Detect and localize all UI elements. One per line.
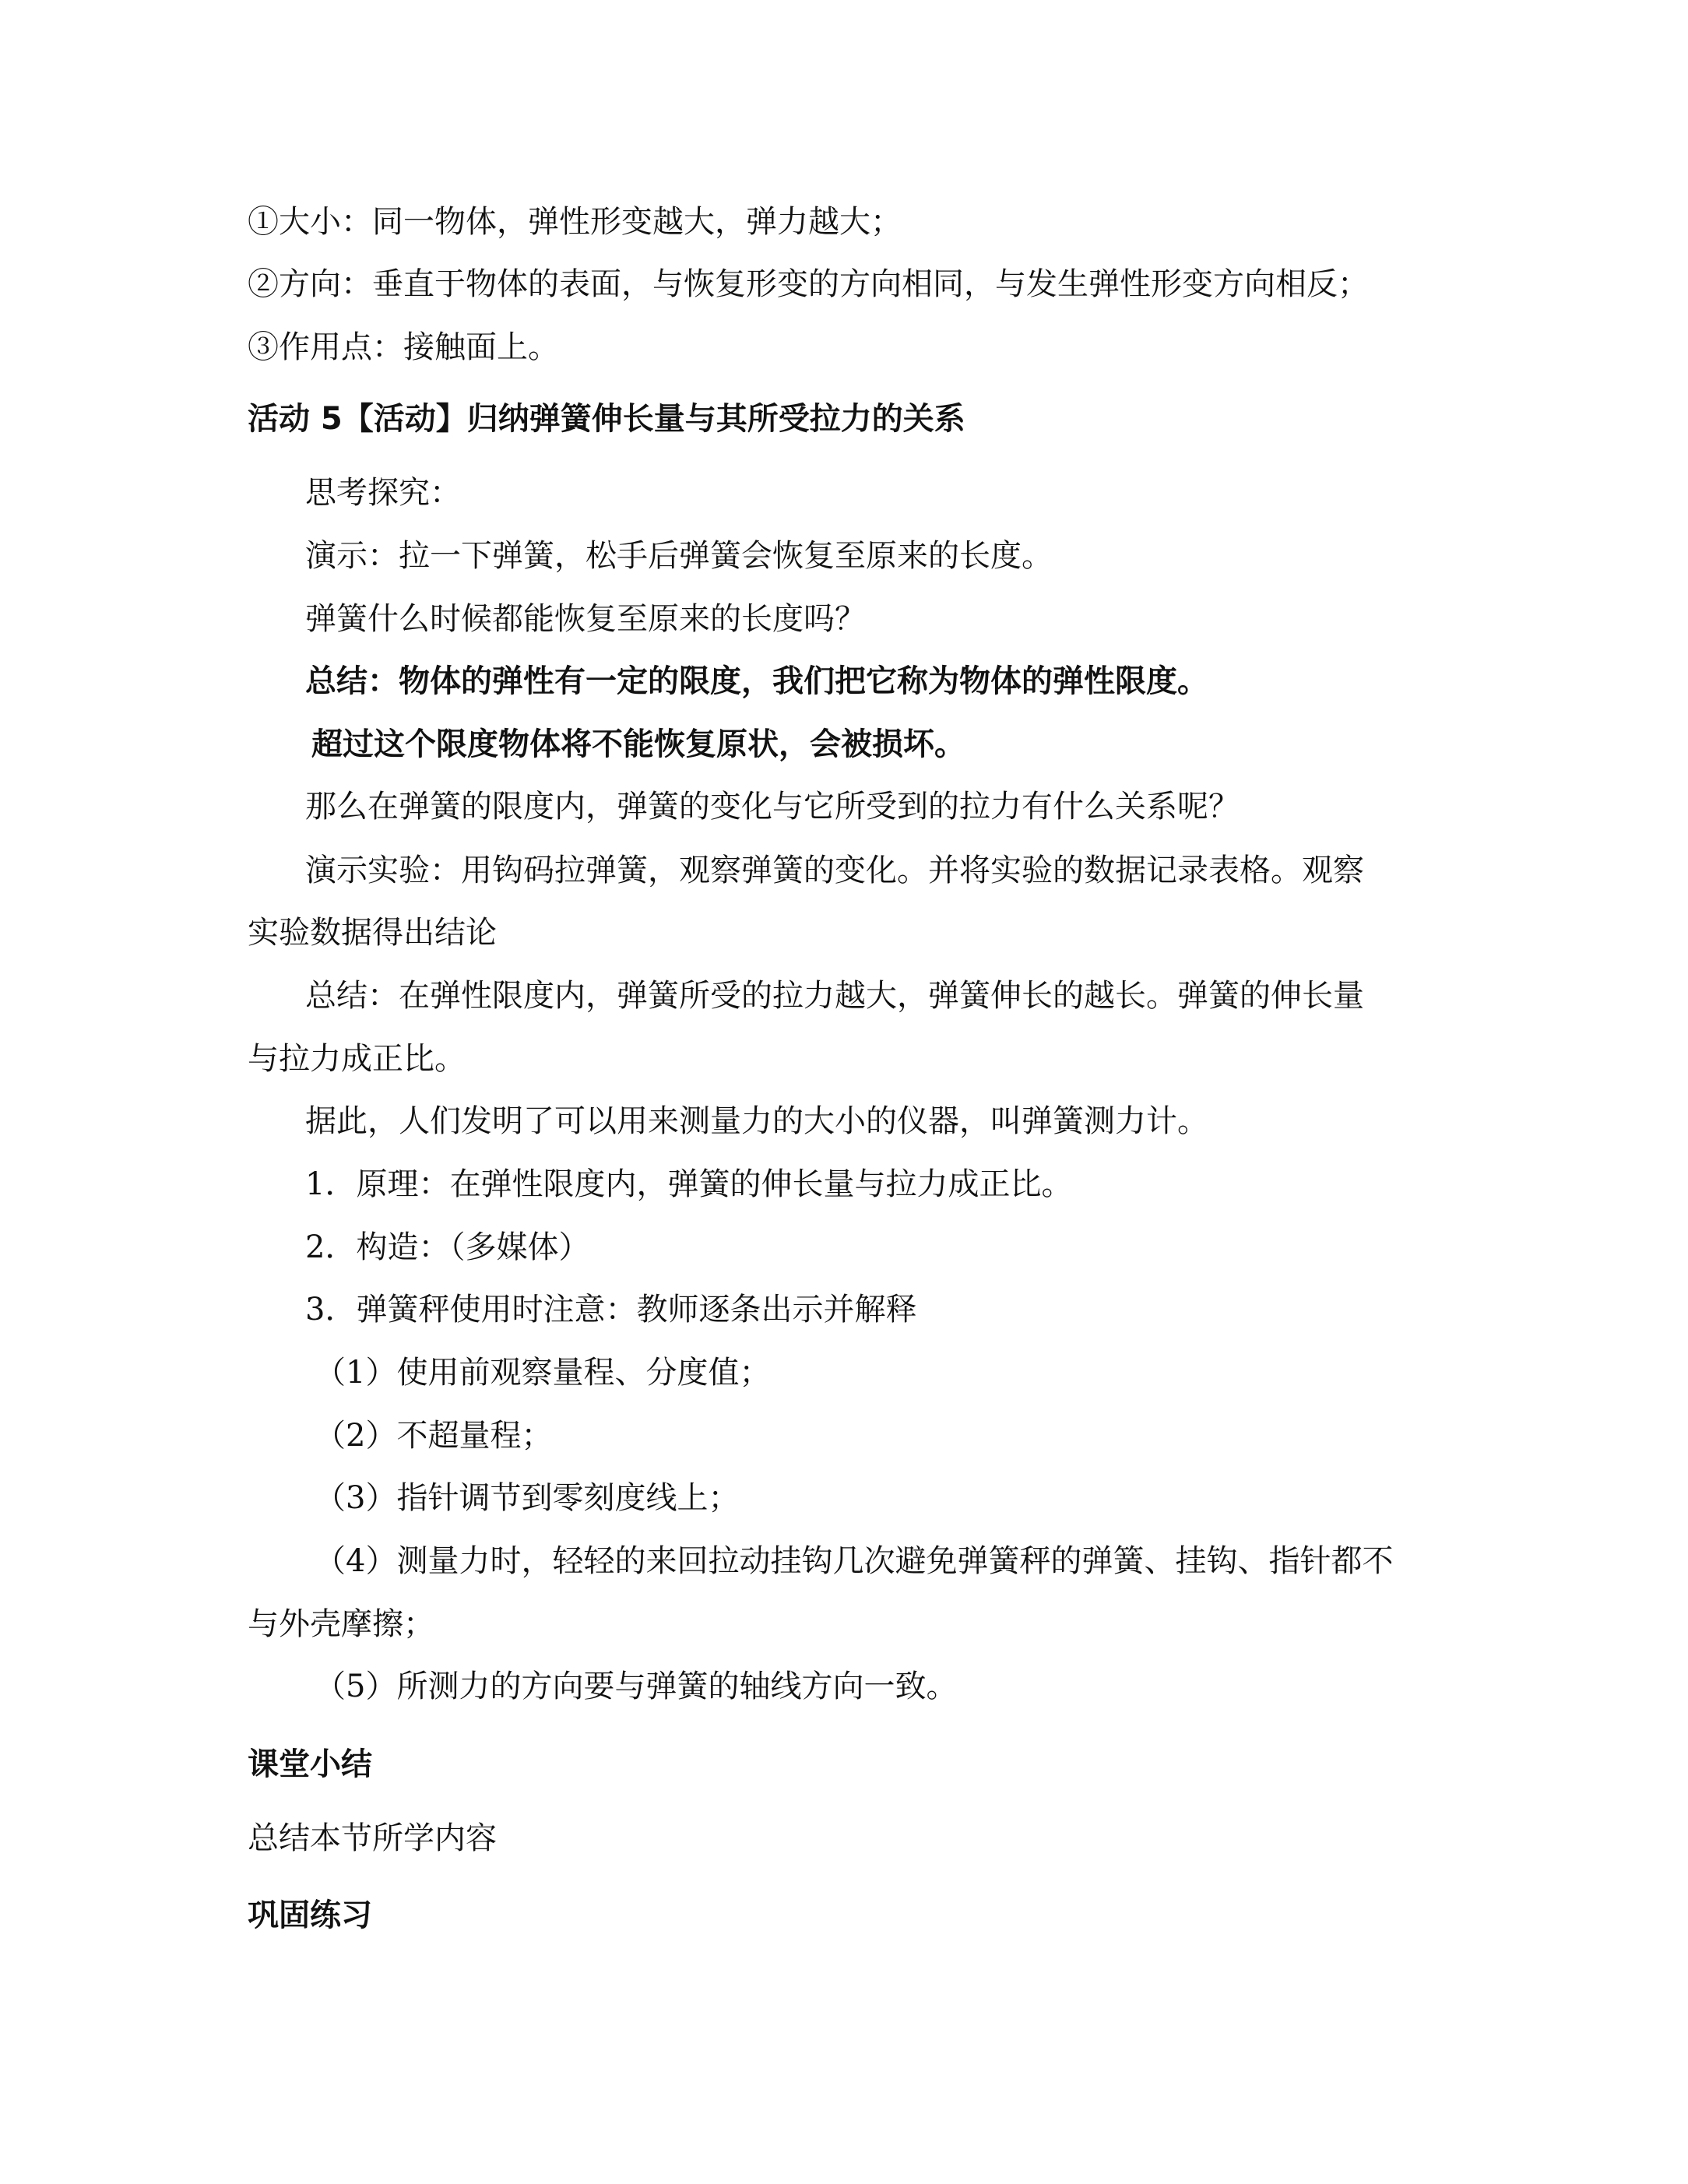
note-1: （1）使用前观察量程、分度值； [315, 1355, 771, 1391]
summary-exceed-limit: 超过这个限度物体将不能恢复原状，会被损坏。 [311, 726, 965, 762]
point-structure: 2．构造：（多媒体） [305, 1229, 590, 1265]
note-4-line2: 与外壳摩擦； [248, 1606, 434, 1642]
summary-elastic-limit: 总结：物体的弹性有一定的限度，我们把它称为物体的弹性限度。 [305, 663, 1208, 699]
question-relation: 那么在弹簧的限度内，弹簧的变化与它所受到的拉力有什么关系呢？ [305, 789, 1240, 825]
point-principle: 1．原理：在弹性限度内，弹簧的伸长量与拉力成正比。 [305, 1166, 1073, 1202]
activity5-heading: 活动 5【活动】归纳弹簧伸长量与其所受拉力的关系 [248, 401, 965, 437]
demo-text: 演示：拉一下弹簧，松手后弹簧会恢复至原来的长度。 [305, 538, 1053, 574]
intro-item-point: ③作用点：接触面上。 [248, 329, 559, 365]
class-summary-heading: 课堂小结 [248, 1746, 372, 1782]
experiment-text-line2: 实验数据得出结论 [248, 915, 497, 951]
experiment-text-line1: 演示实验：用钩码拉弹簧，观察弹簧的变化。并将实验的数据记录表格。观察 [305, 853, 1364, 888]
class-summary-text: 总结本节所学内容 [248, 1820, 497, 1856]
think-label: 思考探究： [305, 475, 461, 511]
intro-item-size: ①大小：同一物体，弹性形变越大，弹力越大； [248, 204, 902, 240]
note-4-line1: （4）测量力时，轻轻的来回拉动挂钩几次避免弹簧秤的弹簧、挂钩、指针都不 [315, 1543, 1394, 1579]
note-5: （5）所测力的方向要与弹簧的轴线方向一致。 [315, 1669, 958, 1704]
summary-proportional-line1: 总结：在弹性限度内，弹簧所受的拉力越大，弹簧伸长的越长。弹簧的伸长量 [305, 978, 1364, 1014]
note-3: （3）指针调节到零刻度线上； [315, 1480, 740, 1516]
note-2: （2）不超量程； [315, 1418, 553, 1454]
point-usage-notes: 3．弹簧秤使用时注意：教师逐条出示并解释 [305, 1292, 917, 1328]
practice-heading: 巩固练习 [248, 1897, 372, 1933]
intro-item-direction: ②方向：垂直于物体的表面，与恢复形变的方向相同，与发生弹性形变方向相反； [248, 266, 1369, 302]
summary-proportional-line2: 与拉力成正比。 [248, 1041, 466, 1077]
invention-text: 据此，人们发明了可以用来测量力的大小的仪器，叫弹簧测力计。 [305, 1103, 1208, 1139]
question-text: 弹簧什么时候都能恢复至原来的长度吗？ [305, 601, 866, 637]
